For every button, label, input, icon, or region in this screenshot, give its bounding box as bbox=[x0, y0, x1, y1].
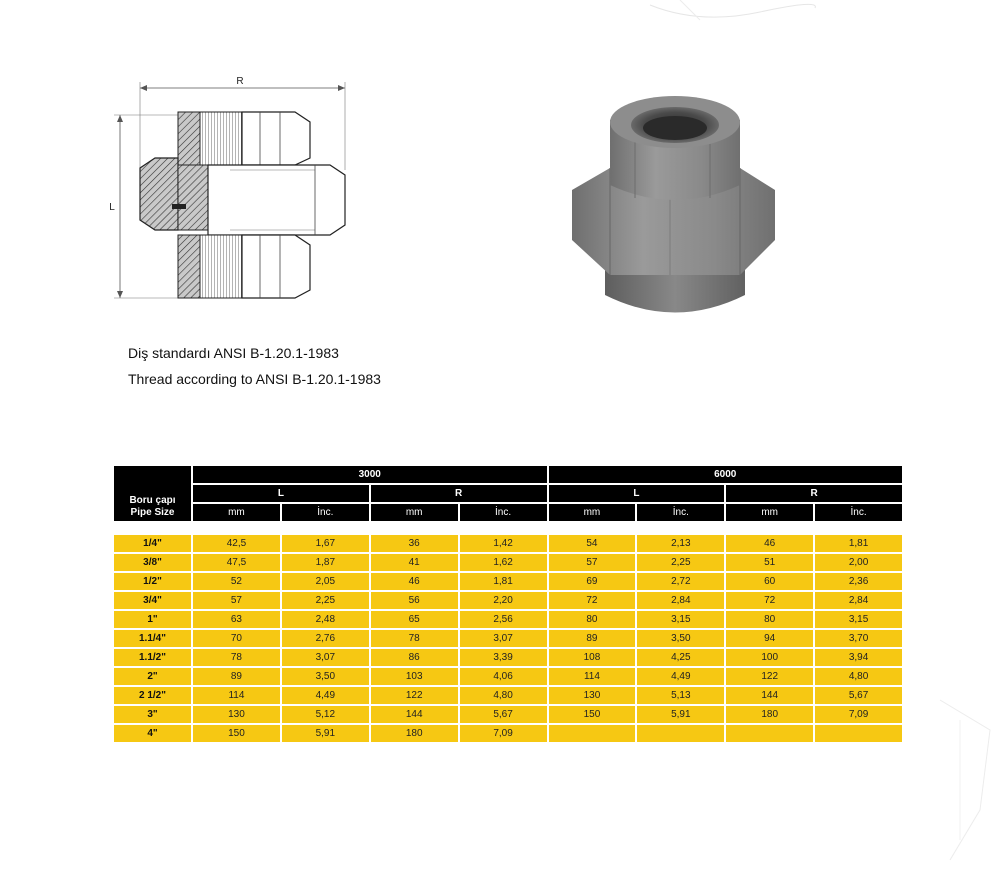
dimension-value-cell: 51 bbox=[726, 554, 813, 571]
dimension-value-cell bbox=[726, 725, 813, 742]
dimension-value-cell: 5,91 bbox=[637, 706, 724, 723]
dimension-value-cell: 144 bbox=[371, 706, 458, 723]
thread-standard-caption-tr: Diş standardı ANSI B-1.20.1-1983 bbox=[128, 345, 339, 361]
dimension-value-cell: 122 bbox=[726, 668, 813, 685]
dimension-value-cell: 46 bbox=[371, 573, 458, 590]
table-row bbox=[114, 687, 902, 704]
dimension-value-cell: 1,87 bbox=[282, 554, 369, 571]
dimension-value-cell: 2,36 bbox=[815, 573, 902, 590]
dimension-value-cell: 1,81 bbox=[460, 573, 547, 590]
dimension-value-cell: 108 bbox=[549, 649, 636, 666]
dimension-value-cell: 41 bbox=[371, 554, 458, 571]
dimension-value-cell: 72 bbox=[726, 592, 813, 609]
table-row bbox=[114, 630, 902, 647]
dimension-value-cell: 2,76 bbox=[282, 630, 369, 647]
pipe-size-cell: 4" bbox=[114, 725, 191, 742]
dimension-value-cell: 180 bbox=[726, 706, 813, 723]
dimension-value-cell: 122 bbox=[371, 687, 458, 704]
dimension-value-cell: 2,84 bbox=[637, 592, 724, 609]
dimension-value-cell: 1,67 bbox=[282, 535, 369, 552]
unit-header: İnc. bbox=[282, 504, 369, 521]
dimension-value-cell bbox=[815, 725, 902, 742]
dimension-value-cell: 78 bbox=[371, 630, 458, 647]
unit-header: mm bbox=[371, 504, 458, 521]
dimension-value-cell: 69 bbox=[549, 573, 636, 590]
dimension-value-cell: 114 bbox=[549, 668, 636, 685]
pipe-size-cell: 1" bbox=[114, 611, 191, 628]
thread-standard-caption-en: Thread according to ANSI B-1.20.1-1983 bbox=[128, 371, 381, 387]
dimension-value-cell: 86 bbox=[371, 649, 458, 666]
pipe-size-cell: 1/4" bbox=[114, 535, 191, 552]
dimension-value-cell: 4,49 bbox=[637, 668, 724, 685]
dimension-value-cell: 2,56 bbox=[460, 611, 547, 628]
pressure-class-header: 3000 bbox=[193, 466, 547, 483]
dimension-value-cell: 70 bbox=[193, 630, 280, 647]
dimension-value-cell: 3,50 bbox=[637, 630, 724, 647]
table-row bbox=[114, 535, 902, 552]
dimension-value-cell: 5,13 bbox=[637, 687, 724, 704]
dimension-value-cell: 3,50 bbox=[282, 668, 369, 685]
dimension-value-cell: 3,70 bbox=[815, 630, 902, 647]
dimension-value-cell: 130 bbox=[549, 687, 636, 704]
dimension-value-cell: 100 bbox=[726, 649, 813, 666]
dimension-value-cell: 78 bbox=[193, 649, 280, 666]
dimension-value-cell: 3,07 bbox=[460, 630, 547, 647]
dimension-value-cell: 2,00 bbox=[815, 554, 902, 571]
dimension-header: L bbox=[549, 485, 725, 502]
pipe-size-cell: 3" bbox=[114, 706, 191, 723]
dimension-value-cell: 2,20 bbox=[460, 592, 547, 609]
table-row bbox=[114, 592, 902, 609]
dimension-value-cell: 57 bbox=[193, 592, 280, 609]
dimension-value-cell: 1,81 bbox=[815, 535, 902, 552]
pipe-size-header bbox=[114, 466, 191, 521]
dimension-value-cell: 89 bbox=[193, 668, 280, 685]
dimension-value-cell bbox=[549, 725, 636, 742]
unit-header: İnc. bbox=[815, 504, 902, 521]
dimension-value-cell: 1,42 bbox=[460, 535, 547, 552]
dimension-value-cell: 144 bbox=[726, 687, 813, 704]
dimensions-table bbox=[112, 464, 904, 744]
pipe-size-header-en: Pipe Size bbox=[130, 507, 175, 518]
table-row bbox=[114, 573, 902, 590]
union-fitting-photo bbox=[560, 90, 790, 325]
dimension-value-cell: 103 bbox=[371, 668, 458, 685]
dimension-value-cell: 130 bbox=[193, 706, 280, 723]
dimension-value-cell: 36 bbox=[371, 535, 458, 552]
dimension-value-cell: 2,25 bbox=[637, 554, 724, 571]
table-row bbox=[114, 649, 902, 666]
pipe-size-cell: 1/2" bbox=[114, 573, 191, 590]
table-row bbox=[114, 611, 902, 628]
dimension-value-cell: 57 bbox=[549, 554, 636, 571]
dimension-value-cell: 80 bbox=[549, 611, 636, 628]
dimension-value-cell: 2,72 bbox=[637, 573, 724, 590]
dimension-value-cell: 56 bbox=[371, 592, 458, 609]
dimension-value-cell bbox=[637, 725, 724, 742]
unit-header: İnc. bbox=[637, 504, 724, 521]
dimension-value-cell: 3,15 bbox=[637, 611, 724, 628]
table-body bbox=[114, 523, 902, 742]
pipe-size-header-tr: Boru çapı bbox=[129, 495, 176, 506]
dimension-value-cell: 5,91 bbox=[282, 725, 369, 742]
dimension-value-cell: 4,80 bbox=[460, 687, 547, 704]
pipe-size-cell: 2 1/2" bbox=[114, 687, 191, 704]
table-row bbox=[114, 668, 902, 685]
dimension-value-cell: 3,15 bbox=[815, 611, 902, 628]
dimension-header: R bbox=[726, 485, 902, 502]
pipe-size-cell: 3/4" bbox=[114, 592, 191, 609]
unit-header: mm bbox=[726, 504, 813, 521]
dimension-value-cell: 2,84 bbox=[815, 592, 902, 609]
dimension-value-cell: 4,49 bbox=[282, 687, 369, 704]
dimension-l-label: L bbox=[109, 202, 115, 213]
dimension-value-cell: 5,67 bbox=[460, 706, 547, 723]
dimension-value-cell: 2,25 bbox=[282, 592, 369, 609]
dimension-value-cell: 42,5 bbox=[193, 535, 280, 552]
dimension-value-cell: 80 bbox=[726, 611, 813, 628]
dimension-r-label: R bbox=[236, 76, 244, 87]
dimension-value-cell: 47,5 bbox=[193, 554, 280, 571]
dimension-value-cell: 63 bbox=[193, 611, 280, 628]
dimension-value-cell: 7,09 bbox=[460, 725, 547, 742]
union-section-drawing bbox=[100, 70, 360, 315]
dimension-value-cell: 5,12 bbox=[282, 706, 369, 723]
dimension-value-cell: 65 bbox=[371, 611, 458, 628]
unit-header: mm bbox=[193, 504, 280, 521]
dimension-value-cell: 60 bbox=[726, 573, 813, 590]
dimension-value-cell: 4,25 bbox=[637, 649, 724, 666]
table-row bbox=[114, 554, 902, 571]
pipe-size-cell: 1.1/4" bbox=[114, 630, 191, 647]
dimension-value-cell: 3,39 bbox=[460, 649, 547, 666]
background-line-art bbox=[640, 0, 820, 30]
table-row bbox=[114, 706, 902, 723]
dimension-value-cell: 54 bbox=[549, 535, 636, 552]
dimension-value-cell: 2,13 bbox=[637, 535, 724, 552]
dimension-value-cell: 7,09 bbox=[815, 706, 902, 723]
pipe-size-cell: 3/8" bbox=[114, 554, 191, 571]
dimension-value-cell: 5,67 bbox=[815, 687, 902, 704]
dimension-value-cell: 180 bbox=[371, 725, 458, 742]
dimension-value-cell: 4,06 bbox=[460, 668, 547, 685]
dimension-value-cell: 89 bbox=[549, 630, 636, 647]
background-line-art bbox=[920, 690, 1000, 880]
dimension-value-cell: 4,80 bbox=[815, 668, 902, 685]
dimension-header: L bbox=[193, 485, 369, 502]
unit-header: mm bbox=[549, 504, 636, 521]
dimension-value-cell: 150 bbox=[193, 725, 280, 742]
dimension-value-cell: 150 bbox=[549, 706, 636, 723]
unit-header: İnc. bbox=[460, 504, 547, 521]
dimension-value-cell: 3,94 bbox=[815, 649, 902, 666]
dimension-value-cell: 46 bbox=[726, 535, 813, 552]
dimension-value-cell: 3,07 bbox=[282, 649, 369, 666]
dimension-value-cell: 94 bbox=[726, 630, 813, 647]
pipe-size-cell: 1.1/2" bbox=[114, 649, 191, 666]
dimension-value-cell: 2,48 bbox=[282, 611, 369, 628]
dimension-value-cell: 1,62 bbox=[460, 554, 547, 571]
dimension-value-cell: 72 bbox=[549, 592, 636, 609]
pressure-class-header: 6000 bbox=[549, 466, 903, 483]
table-row bbox=[114, 725, 902, 742]
dimension-value-cell: 52 bbox=[193, 573, 280, 590]
pipe-size-cell: 2" bbox=[114, 668, 191, 685]
dimension-value-cell: 2,05 bbox=[282, 573, 369, 590]
dimension-header: R bbox=[371, 485, 547, 502]
dimension-value-cell: 114 bbox=[193, 687, 280, 704]
